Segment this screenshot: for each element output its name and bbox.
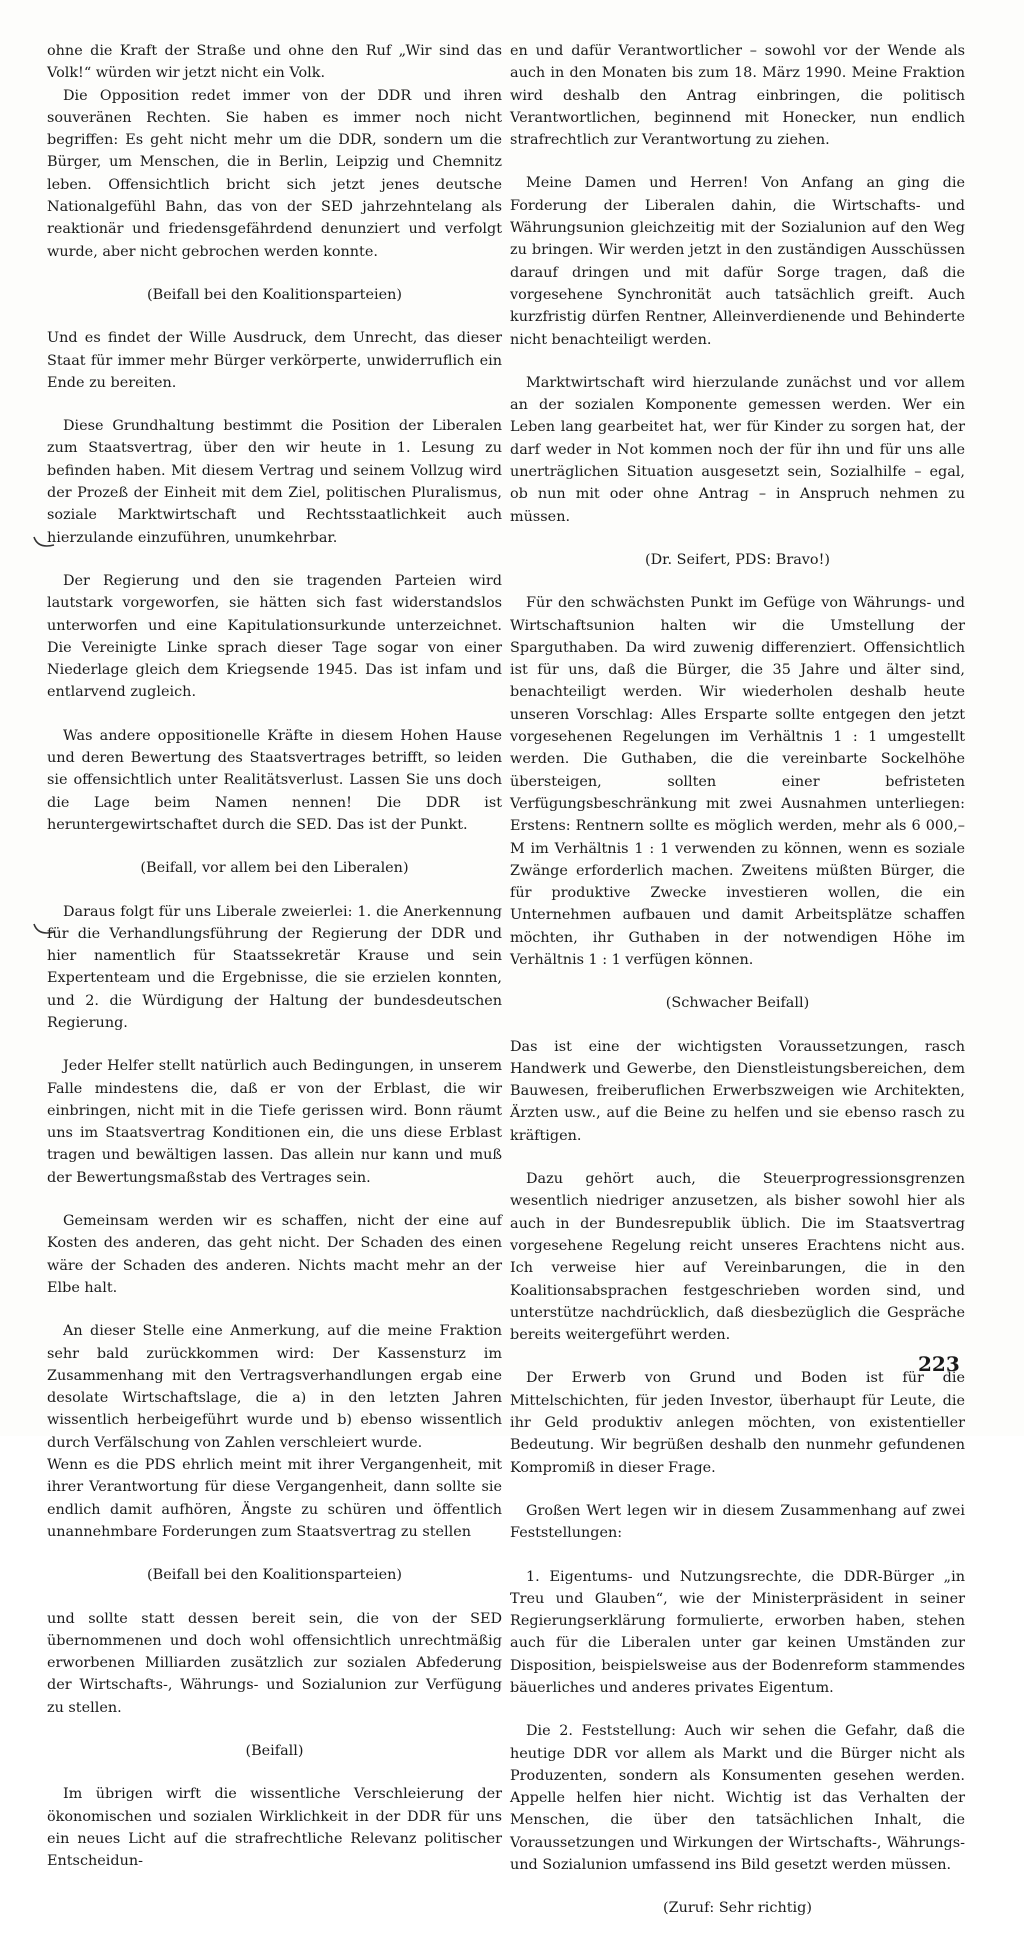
- margin-pencil-mark: [30, 533, 60, 553]
- paragraph: Daraus folgt für uns Liberale zweierlei: 1. die Anerkennung für die Verhandlungsführung der Regierung der DDR und hier namentlich für Staatssekretär Krause und sein Expertenteam und die Ergebnisse, die sie erzielen konnten, und 2. die Würdigung der Haltung der bundesdeutschen Regierung.: [47, 903, 502, 1031]
- paragraph: Meine Damen und Herren! Von Anfang an ging die Forderung der Liberalen dahin, die Wirtschafts- und Währungsunion gleichzeitig mit der Sozialunion auf den Weg zu bringen. Wir werden jetzt in den zuständigen Ausschüssen darauf dringen und mit dafür Sorge tragen, daß die vorgesehene Synchronität auch tatsächlich greift. Auch kurzfristig dürfen Rentner, Alleinverdienende und Behinderte nicht benachteiligt werden.: [510, 175, 965, 348]
- paragraph: Der Erwerb von Grund und Boden ist für die Mittelschichten, für jeden Investor, überhaupt für Leute, die ihr Geld produktiv anlegen möchten, von existentieller Bedeutung. Wir begrüßen deshalb den nunmehr gefundenen Kompromiß in dieser Frage.: [510, 1370, 965, 1476]
- interjection: (Beifall bei den Koalitionsparteien): [147, 1567, 402, 1584]
- paragraph: Gemeinsam werden wir es schaffen, nicht der eine auf Kosten des anderen, das geht nicht. Der Schaden des einen wäre der Schaden des anderen. Nichts macht mehr an der Elbe halt.: [47, 1213, 502, 1296]
- paragraph: Jeder Helfer stellt natürlich auch Bedingungen, in unserem Falle mindestens die, daß er von der Erblast, die wir einbringen, nicht mit in die Tiefe gerissen wird. Bonn räumt uns im Staatsvertrag Konditionen ein, die uns diese Erblast tragen und bewältigen lassen. Das allein nur kann und muß der Bewertungsmaßstab des Vertrages sein.: [47, 1058, 502, 1186]
- paragraph: Die 2. Feststellung: Auch wir sehen die Gefahr, daß die heutige DDR vor allem als Markt und die Bürger nicht als Produzenten, sondern als Konsumenten gesehen werden. Appelle helfen hier nicht. Wichtig ist das Verhalten der Menschen, die über den tatsächlichen Inhalt, die Voraussetzungen und Wirkungen der Wirtschafts-, Währungs- und Sozialunion umfassend ins Bild gesetzt werden müssen.: [510, 1723, 965, 1874]
- paragraph: Die Opposition redet immer von der DDR und ihren souveränen Rechten. Sie haben es immer noch nicht begriffen: Es geht nicht mehr um die DDR, sondern um die Bürger, um Menschen, die in Berlin, Leipzig und Chemnitz leben. Offensichtlich bricht sich jetzt jenes deutsche Nationalgefühl Bahn, das von der SED jahrzehntelang als reaktionär und friedensgefährdend denunziert und verfolgt wurde, aber nicht gebrochen werden konnte.: [47, 87, 502, 260]
- interjection: (Beifall, vor allem bei den Liberalen): [140, 860, 409, 877]
- paragraph: Dazu gehört auch, die Steuerprogressionsgrenzen wesentlich niedriger anzusetzen, als bisher sowohl hier als auch in der Bundesrepublik üblich. Die im Staatsvertrag vorgesehene Regelung reicht unseres Erachtens nicht aus. Ich verweise hier auf Vereinbarungen, die in den Koalitionsabsprachen festgeschrieben worden sind, und unterstütze nachdrücklich, daß diesbezüglich die Gespräche bereits weitergeführt werden.: [510, 1171, 965, 1344]
- margin-pencil-mark: [30, 918, 60, 938]
- left-column: [47, 40, 502, 1893]
- interjection: (Zuruf: Sehr richtig): [663, 1900, 812, 1917]
- interjection: (Beifall): [245, 1743, 304, 1759]
- right-column: [510, 40, 965, 1941]
- paragraph: Für den schwächsten Punkt im Gefüge von Währungs- und Wirtschaftsunion halten wir die Umstellung der Sparguthaben. Da wird zuwenig differenziert. Offensichtlich ist für uns, daß die Bürger, die 35 Jahre und älter sind, benachteiligt werden. Wir wiederholen deshalb heute unseren Vorschlag: Alles Ersparte sollte entgegen den jetzt vorgesehenen Regelungen im Verhältnis 1 : 1 umgestellt werden. Die Guthaben, die die vereinbarte Sockelhöhe übersteigen, sollten einer befristeten Verfügungsbeschränkung mit zwei Ausnahmen unterliegen: Erstens: Rentnern sollte es möglich werden, mehr als 6 000,– M im Verhältnis 1 : 1 verwenden zu können, wenn es soziale Zwänge erforderlich machen. Zweitens müßten Bürger, die für produktive Zwecke investieren wollen, die ein Unternehmen aufbauen und damit Arbeitsplätze schaffen möchten, ihr Guthaben in der notwendigen Höhe im Verhältnis 1 : 1 verfügen können.: [510, 595, 965, 968]
- paragraph: Und es findet der Wille Ausdruck, dem Unrecht, das dieser Staat für immer mehr Bürger verkörperte, unwiderruflich ein Ende zu bereiten.: [47, 330, 502, 391]
- paragraph: Diese Grundhaltung bestimmt die Position der Liberalen zum Staatsvertrag, über den wir heute in 1. Lesung zu befinden haben. Mit diesem Vertrag und seinem Vollzug wird der Prozeß der Einheit mit dem Ziel, politischen Pluralismus, soziale Marktwirtschaft und Rechtsstaatlichkeit auch hierzulande einzuführen, unumkehrbar.: [47, 418, 502, 546]
- paragraph: 1. Eigentums- und Nutzungsrechte, die DDR-Bürger „in Treu und Glauben“, wie der Ministerpräsident in seiner Regierungserklärung formulierte, erworben haben, stehen auch für die Liberalen unter gar keinen Umständen zur Disposition, beispielsweise aus der Bodenreform stammendes bäuerliches und anderes privates Eigentum.: [510, 1568, 965, 1696]
- paragraph: Großen Wert legen wir in diesem Zusammenhang auf zwei Feststellungen:: [510, 1502, 965, 1542]
- page-number: 223: [918, 1352, 960, 1376]
- paragraph: Das ist eine der wichtigsten Voraussetzungen, rasch Handwerk und Gewerbe, den Dienstleistungsbereichen, dem Bauwesen, freiberuflichen Erwerbszweigen wie Architekten, Ärzten usw., auf die Beine zu helfen und sie ebenso rasch zu kräftigen.: [510, 1038, 965, 1144]
- paragraph: Wenn es die PDS ehrlich meint mit ihrer Vergangenheit, mit ihrer Verantwortung für diese Vergangenheit, dann sollte sie endlich damit aufhören, Ängste zu schüren und öffentlich unannehmbare Forderungen zum Staatsvertrag zu stellen: [47, 1457, 502, 1540]
- paragraph: ohne die Kraft der Straße und ohne den Ruf „Wir sind das Volk!“ würden wir jetzt nicht ein Volk.: [47, 43, 502, 82]
- paragraph: en und dafür Verantwortlicher – sowohl vor der Wende als auch in den Monaten bis zum 18. März 1990. Meine Fraktion wird deshalb den Antrag einbringen, die politisch Verantwortlichen, beginnend mit Honecker, nun endlich strafrechtlich zur Verantwortung zu ziehen.: [510, 43, 965, 149]
- paragraph: An dieser Stelle eine Anmerkung, auf die meine Fraktion sehr bald zurückkommen wird: Der Kassensturz im Zusammenhang mit den Vertragsverhandlungen ergab eine desolate Wirtschaftslage, die a) in den letzten Jahren wissentlich herbeigeführt wurde und b) ebenso wissentlich durch Verfälschung von Zahlen verschleiert wurde.: [47, 1323, 502, 1451]
- interjection: (Dr. Seifert, PDS: Bravo!): [645, 551, 830, 568]
- paragraph: Was andere oppositionelle Kräfte in diesem Hohen Hause und deren Bewertung des Staatsvertrages betrifft, so leiden sie offensichtlich unter Realitätsverlust. Lassen Sie uns doch die Lage beim Namen nennen! Die DDR ist heruntergewirtschaftet durch die SED. Das ist der Punkt.: [47, 727, 502, 833]
- interjection: (Schwacher Beifall): [665, 995, 810, 1012]
- paragraph: Im übrigen wirft die wissentliche Verschleierung der ökonomischen und sozialen Wirklichkeit in der DDR für uns ein neues Licht auf die strafrechtliche Relevanz politischer Entscheidun-: [47, 1786, 502, 1870]
- paragraph: Marktwirtschaft wird hierzulande zunächst und vor allem an der sozialen Komponente gemessen werden. Wer ein Leben lang gearbeitet hat, wer für Kinder zu sorgen hat, der darf weder in Not kommen noch der für ihn und für uns alle unerträglichen Situation ausgesetzt sein, Sozialhilfe – egal, ob nun mit oder ohne Antrag – in Anspruch nehmen zu müssen.: [510, 374, 965, 525]
- paragraph: Der Regierung und den sie tragenden Parteien wird lautstark vorgeworfen, sie hätten sich fast widerstandslos unterworfen und eine Kapitulationsurkunde unterzeichnet. Die Vereinigte Linke sprach dieser Tage sogar von einer Niederlage gleich dem Kriegsende 1945. Das ist infam und entlarvend zugleich.: [47, 572, 502, 701]
- paragraph: und sollte statt dessen bereit sein, die von der SED übernommenen und doch wohl offensichtlich unrechtmäßig erworbenen Milliarden zusätzlich zur sozialen Abfederung der Wirtschafts-, Währungs- und Sozialunion zur Verfügung zu stellen.: [47, 1610, 502, 1716]
- interjection: (Beifall bei den Koalitionsparteien): [147, 286, 402, 303]
